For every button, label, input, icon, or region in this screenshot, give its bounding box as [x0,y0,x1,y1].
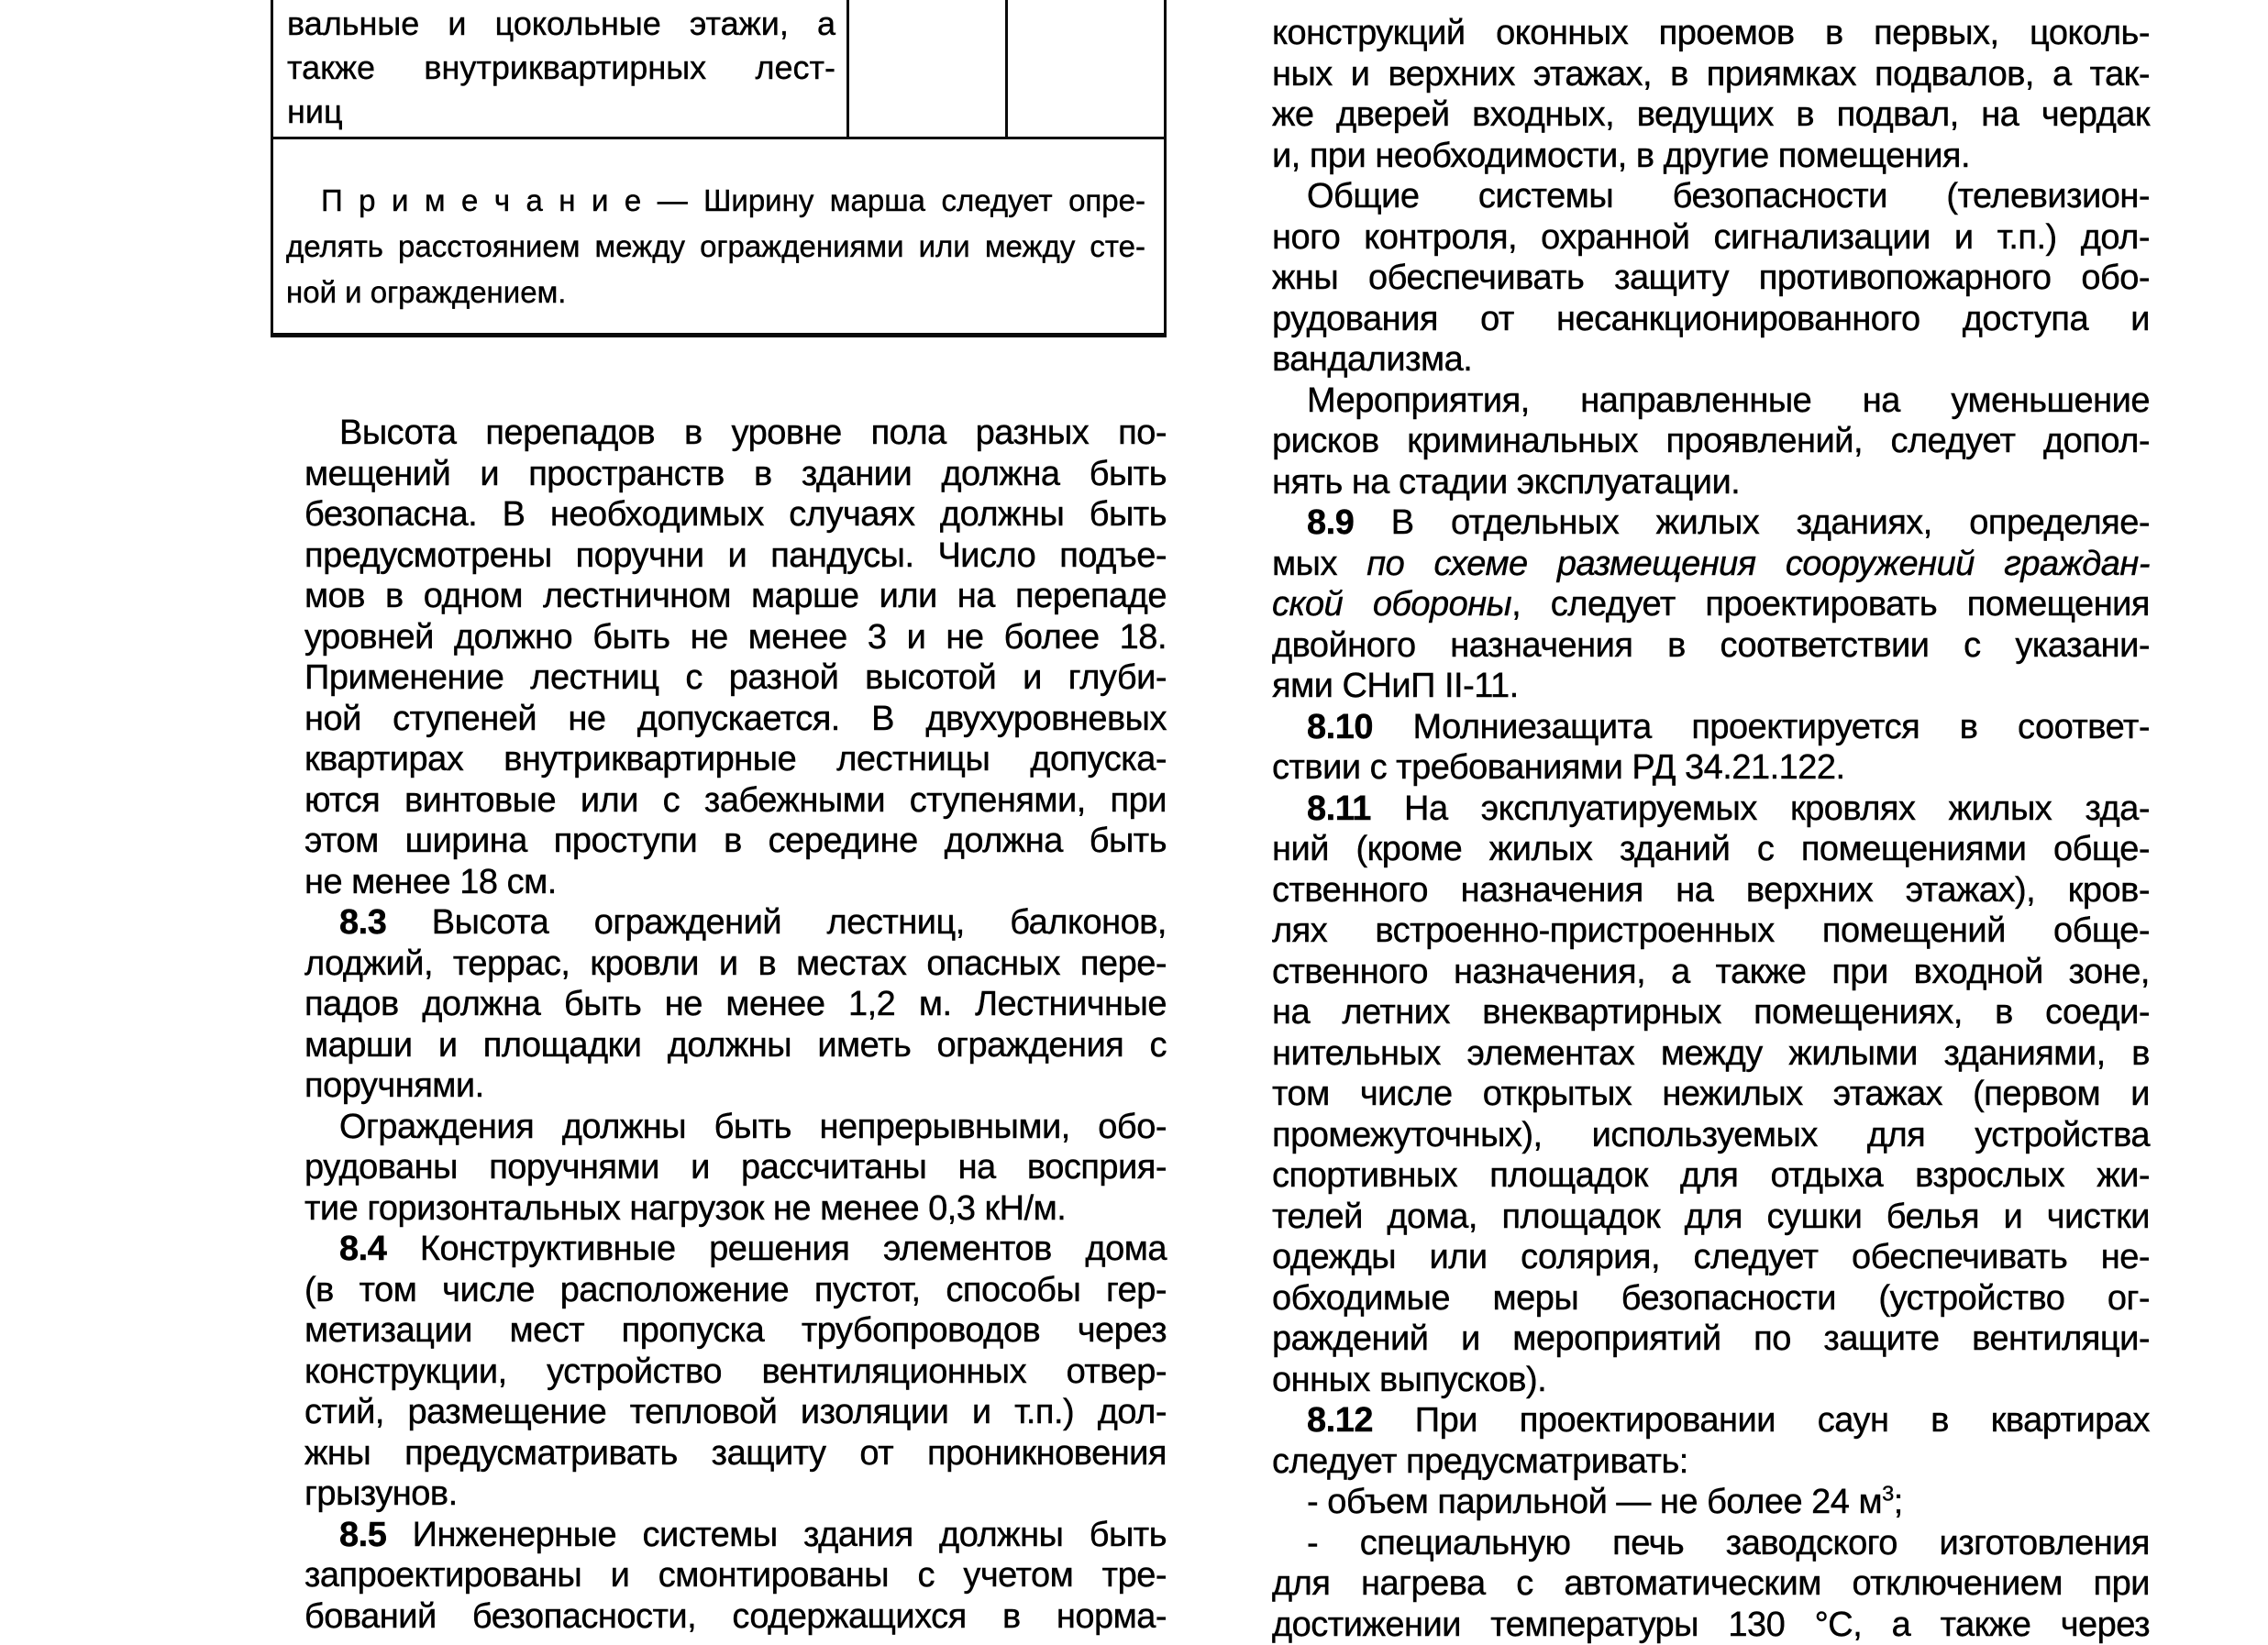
left-text-column [304,413,1167,1637]
text-line [304,1392,1167,1433]
text-line [286,178,1145,224]
text-segment: Молниезащита проектируется в соответ- [1373,708,2150,746]
text-segment: мещений и пространств в здании должна быть [304,455,1167,493]
text-segment: Применение лестниц с разной высотой и глуби- [304,658,1167,697]
text-line [1272,258,2150,299]
text-segment: Высота ограждений лестниц, балконов, [386,903,1167,942]
text-line [304,1107,1167,1148]
text-segment: рудования от несанкционированного доступа и [1272,300,2150,338]
text-segment: метизации мест пропуска трубопроводов через [304,1311,1167,1350]
text-segment: Ограждения должны быть непрерывными, обо- [339,1108,1167,1146]
text-segment: ниц [287,93,343,130]
text-segment: конструкций оконных проемов в первых, цоколь- [1272,14,2150,52]
text-segment: ной и ограждением. [286,275,566,309]
text-segment: рисков криминальных проявлений, следует допол- [1272,422,2150,460]
text-segment: жны обеспечивать защиту противопожарного обо- [1272,259,2150,297]
text-line [304,576,1167,617]
text-segment: , следует проектировать помещения [1511,585,2150,624]
text-line [304,1555,1167,1596]
text-segment: том числе открытых нежилых этажах (первом и [1272,1075,2150,1113]
text-segment: Общие системы безопасности (телевизион- [1307,177,2150,215]
text-line [304,617,1167,658]
text-line [1272,1563,2150,1605]
text-line [1272,747,2150,789]
text-line [1272,54,2150,95]
text-line [1272,1523,2150,1564]
text-segment: квартирах внутриквартирные лестницы допуска- [304,740,1167,778]
text-line [1272,1033,2150,1075]
text-segment: Мероприятия, направленные на уменьшение [1307,381,2150,420]
text-line [1272,1197,2150,1238]
text-segment: по схеме размещения сооружений граждан- [1366,545,2150,583]
text-segment: 8.9 [1307,503,1354,542]
text-line [304,1025,1167,1066]
table-cell-empty-1 [846,0,1005,137]
text-line [1272,13,2150,54]
text-line [1272,829,2150,870]
text-line [1272,707,2150,748]
text-line [1272,1319,2150,1360]
text-segment: ственного назначения на верхних этажах), кров- [1272,871,2150,910]
text-segment: раждений и мероприятий по защите вентиляци- [1272,1319,2150,1358]
text-segment: 8.11 [1307,789,1371,828]
text-line [304,1433,1167,1474]
text-line [1272,462,2150,503]
text-line [1272,136,2150,177]
text-segment: ствии с требованиями РД 34.21.122. [1272,748,1845,787]
text-line [1272,1605,2150,1645]
text-segment: рудованы поручнями и рассчитаны на восприя- [304,1148,1167,1187]
text-segment: - объем парильной — не более 24 м [1307,1483,1882,1521]
text-line [304,1515,1167,1556]
text-line [304,454,1167,495]
text-segment: достижении температуры 130 °С, а также через [1272,1606,2150,1644]
text-segment: для нагрева с автоматическим отключением при [1272,1564,2150,1603]
text-segment: ной ступеней не допускается. В двухуровневых [304,700,1167,738]
text-segment: ственного назначения, а также при входной зоне, [1272,953,2150,991]
text-line [286,270,1145,315]
text-segment: 8.4 [339,1230,386,1268]
text-segment: также внутриквартирных лест- [287,49,835,86]
text-segment: - специальную печь заводского изготовления [1307,1524,2150,1562]
text-line [304,1188,1167,1230]
text-line [287,90,835,134]
text-segment: двойного назначения в соответствии с указани- [1272,626,2150,665]
text-segment: 8.5 [339,1516,386,1554]
text-segment: бований безопасности, содержащихся в норма- [304,1597,1167,1636]
text-segment: жны предусматривать защиту от проникновения [304,1434,1167,1473]
text-line [304,1596,1167,1638]
text-line [304,902,1167,944]
text-segment: лоджий, террас, кровли и в местах опасных пере- [304,944,1167,983]
text-line [1272,1360,2150,1401]
text-segment: стий, размещение тепловой изоляции и т.п.) дол- [304,1393,1167,1431]
text-line [1272,421,2150,462]
text-line [1272,625,2150,667]
text-line [304,535,1167,577]
text-line [1272,789,2150,830]
text-line [1272,381,2150,422]
text-segment: ного контроля, охранной сигнализации и т.п.) дол- [1272,218,2150,257]
text-line [1272,339,2150,381]
text-segment: конструкции, устройство вентиляционных отвер- [304,1352,1167,1391]
text-segment: промежуточных), используемых для устройства [1272,1116,2150,1154]
text-segment: онных выпусков). [1272,1361,1546,1399]
right-text-column [1272,13,2150,1645]
text-line [1272,584,2150,625]
text-segment: (в том числе расположение пустот, способы гер- [304,1271,1167,1309]
text-line [304,1270,1167,1311]
text-line [304,1147,1167,1188]
text-segment: На эксплуатируемых кровлях жилых зда- [1371,789,2150,828]
text-segment: предусмотрены поручни и пандусы. Число подъе- [304,536,1167,575]
text-line [1272,911,2150,952]
text-segment: 8.12 [1307,1401,1373,1440]
text-line [304,944,1167,985]
text-segment: обходимые меры безопасности (устройство ог- [1272,1279,2150,1318]
text-line [304,862,1167,903]
text-segment: вальные и цокольные этажи, а [287,5,835,42]
text-line [304,1474,1167,1515]
text-line [304,984,1167,1025]
text-segment: делять расстоянием между ограждениями или между сте- [286,229,1145,263]
text-segment: ями СНиП II-11. [1272,667,1519,705]
text-segment: одежды или солярия, следует обеспечивать не- [1272,1238,2150,1276]
text-line [304,413,1167,454]
text-line [1272,1074,2150,1115]
text-line [304,1229,1167,1270]
text-line [304,780,1167,822]
text-segment: этом ширина проступи в середине должна быть [304,822,1167,860]
text-line [1272,1278,2150,1319]
text-segment: на летних внеквартирных помещениях, в соеди- [1272,993,2150,1032]
text-segment: падов должна быть не менее 1,2 м. Лестничные [304,985,1167,1023]
text-line [1272,544,2150,585]
text-segment: и, при необходимости, в другие помещения. [1272,137,1970,175]
text-segment: нять на стадии эксплуатации. [1272,463,1740,502]
text-segment: ний (кроме жилых зданий с помещениями обще- [1272,830,2150,868]
table-row [273,0,1164,139]
text-segment: уровней должно быть не менее 3 и не более 18. [304,618,1167,657]
text-segment: телей дома, площадок для сушки белья и чистки [1272,1198,2150,1236]
table-cell-text [273,0,846,137]
text-segment: ных и верхних этажах, в приямках подвалов, а так- [1272,55,2150,94]
text-line [1272,502,2150,544]
text-segment: 8.10 [1307,708,1373,746]
text-line [1272,1237,2150,1278]
text-segment: мых [1272,545,1366,583]
text-line [287,2,835,46]
text-line [1272,217,2150,259]
text-line [1272,299,2150,340]
text-segment: ются винтовые или с забежными ступенями, при [304,781,1167,820]
text-segment: В отдельных жилых зданиях, определяе- [1354,503,2150,542]
table-fragment [271,0,1167,337]
text-segment: П р и м е ч а н и е — Ширину марша следует опре- [321,183,1145,217]
text-segment: следует предусматривать: [1272,1442,1688,1481]
text-segment: запроектированы и смонтированы с учетом тре- [304,1556,1167,1595]
text-segment: не менее 18 см. [304,863,557,901]
text-line [1272,176,2150,217]
text-line [304,739,1167,780]
text-line [287,46,835,90]
text-segment: лях встроенно-пристроенных помещений обще- [1272,911,2150,950]
text-segment: 8.3 [339,903,386,942]
text-segment: мов в одном лестничном марше или на перепаде [304,577,1167,615]
table-cell-empty-2 [1005,0,1164,137]
text-segment: спортивных площадок для отдыха взрослых жи- [1272,1156,2150,1195]
text-segment: ской обороны [1272,585,1511,624]
text-line [1272,1482,2150,1523]
text-line [1272,94,2150,136]
text-segment: Инженерные системы здания должны быть [386,1516,1167,1554]
text-line [1272,992,2150,1033]
text-line [1272,952,2150,993]
text-line [304,821,1167,862]
text-segment: При проектировании саун в квартирах [1373,1401,2150,1440]
text-line [1272,870,2150,911]
table-note [273,139,1164,315]
text-line [304,657,1167,699]
text-segment: Конструктивные решения элементов дома [386,1230,1167,1268]
text-line [1272,1400,2150,1441]
text-line [304,1065,1167,1107]
text-line [286,224,1145,270]
text-segment: тие горизонтальных нагрузок не менее 0,3 кН/м. [304,1189,1066,1228]
text-segment: 3 [1882,1481,1894,1505]
text-segment: ; [1894,1483,1903,1521]
text-line [1272,666,2150,707]
text-line [304,1352,1167,1393]
text-line [304,699,1167,740]
text-segment: марши и площадки должны иметь ограждения с [304,1026,1167,1065]
text-line [1272,1115,2150,1156]
text-segment: безопасна. В необходимых случаях должны быть [304,495,1167,534]
text-line [1272,1441,2150,1483]
text-line [1272,1155,2150,1197]
text-line [304,1310,1167,1352]
text-segment: Высота перепадов в уровне пола разных по- [339,414,1167,452]
text-line [304,494,1167,535]
text-segment: грызунов. [304,1474,458,1513]
text-segment: вандализма. [1272,340,1472,379]
text-segment: поручнями. [304,1066,484,1105]
text-segment: же дверей входных, ведущих в подвал, на чердак [1272,95,2150,134]
text-segment: нительных элементах между жилыми зданиями, в [1272,1034,2150,1073]
